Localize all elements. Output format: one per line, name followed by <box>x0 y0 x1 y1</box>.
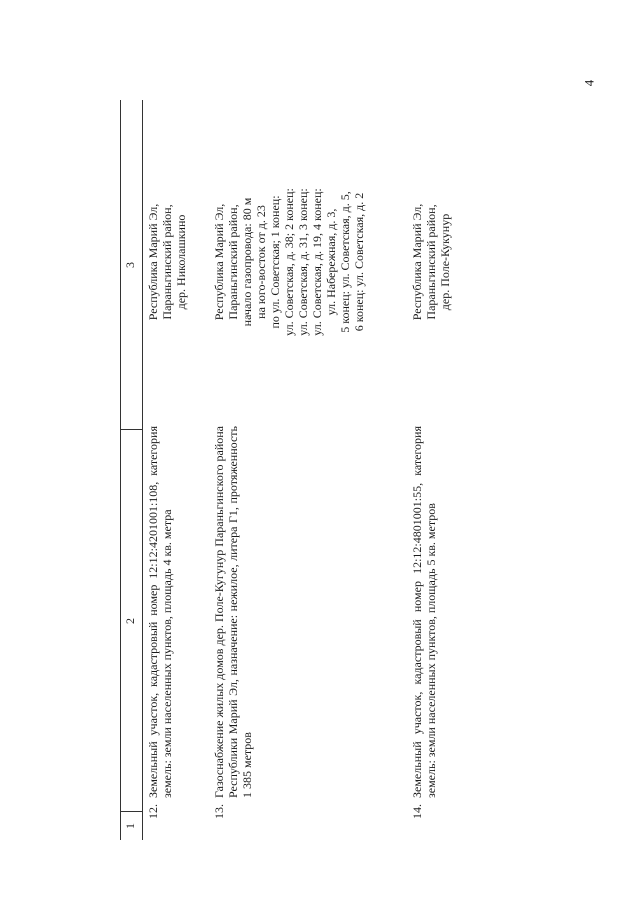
location-line: Республика Марий Эл, <box>212 203 226 321</box>
location-line: ул. Набережная, д. 3, <box>324 208 338 316</box>
header-col-3: 3 <box>123 262 137 268</box>
header-col-1: 1 <box>123 823 137 829</box>
location-line: 5 конец: ул. Советская, д. 5, <box>338 191 352 333</box>
row-number: 14. <box>410 804 424 819</box>
location-line: Параньгинский район, <box>160 204 174 320</box>
page-number: 4 <box>581 79 597 87</box>
location-line: на юго-восток от д. 23 <box>254 205 268 319</box>
header-col-2: 2 <box>123 618 137 624</box>
header-bottom-rule <box>142 100 143 840</box>
row-description: Земельный участок, кадастровый номер 12:12:4801001:55, категория земель: земли населенных пунктов, площадь 5 кв. метров <box>410 426 438 798</box>
location-line: 6 конец: ул. Советская, д. 2 <box>352 192 366 332</box>
row-number: 13. <box>212 804 226 819</box>
row-description: Земельный участок, кадастровый номер 12:12:4201001:108, категория земель: земли населенных пунктов, площадь 4 кв. метра <box>146 426 174 798</box>
header-top-rule <box>120 100 121 840</box>
row-number: 12. <box>146 804 160 819</box>
location-line: дер. Николашкино <box>174 214 188 310</box>
table-header <box>120 100 142 840</box>
location-line: ул. Советская, д. 31, 3 конец: <box>296 188 310 336</box>
location-line: Республика Марий Эл, <box>410 203 424 321</box>
location-line: Параньгинский район, <box>424 204 438 320</box>
row-location <box>146 112 188 412</box>
location-line: начало газопровода: 80 м <box>240 197 254 327</box>
location-line: ул. Советская, д. 38; 2 конец: <box>282 188 296 336</box>
location-line: ул. Советская, д. 19, 4 конец: <box>310 188 324 336</box>
row-location <box>410 112 452 412</box>
location-line: Республика Марий Эл, <box>146 203 160 321</box>
row-description: Газоснабжение жилых домов дер. Поле-Кугунур Параньгинского района Республики Марий Эл, назначение: нежилое, литера Г1, протяженность 1 385 метров <box>212 426 254 798</box>
rotated-table <box>120 100 640 840</box>
location-line: Параньгинский район, <box>226 204 240 320</box>
row-location <box>212 112 366 412</box>
location-line: дер. Поле-Кукунур <box>438 213 452 311</box>
location-line: по ул. Советская; 1 конец: <box>268 195 282 329</box>
